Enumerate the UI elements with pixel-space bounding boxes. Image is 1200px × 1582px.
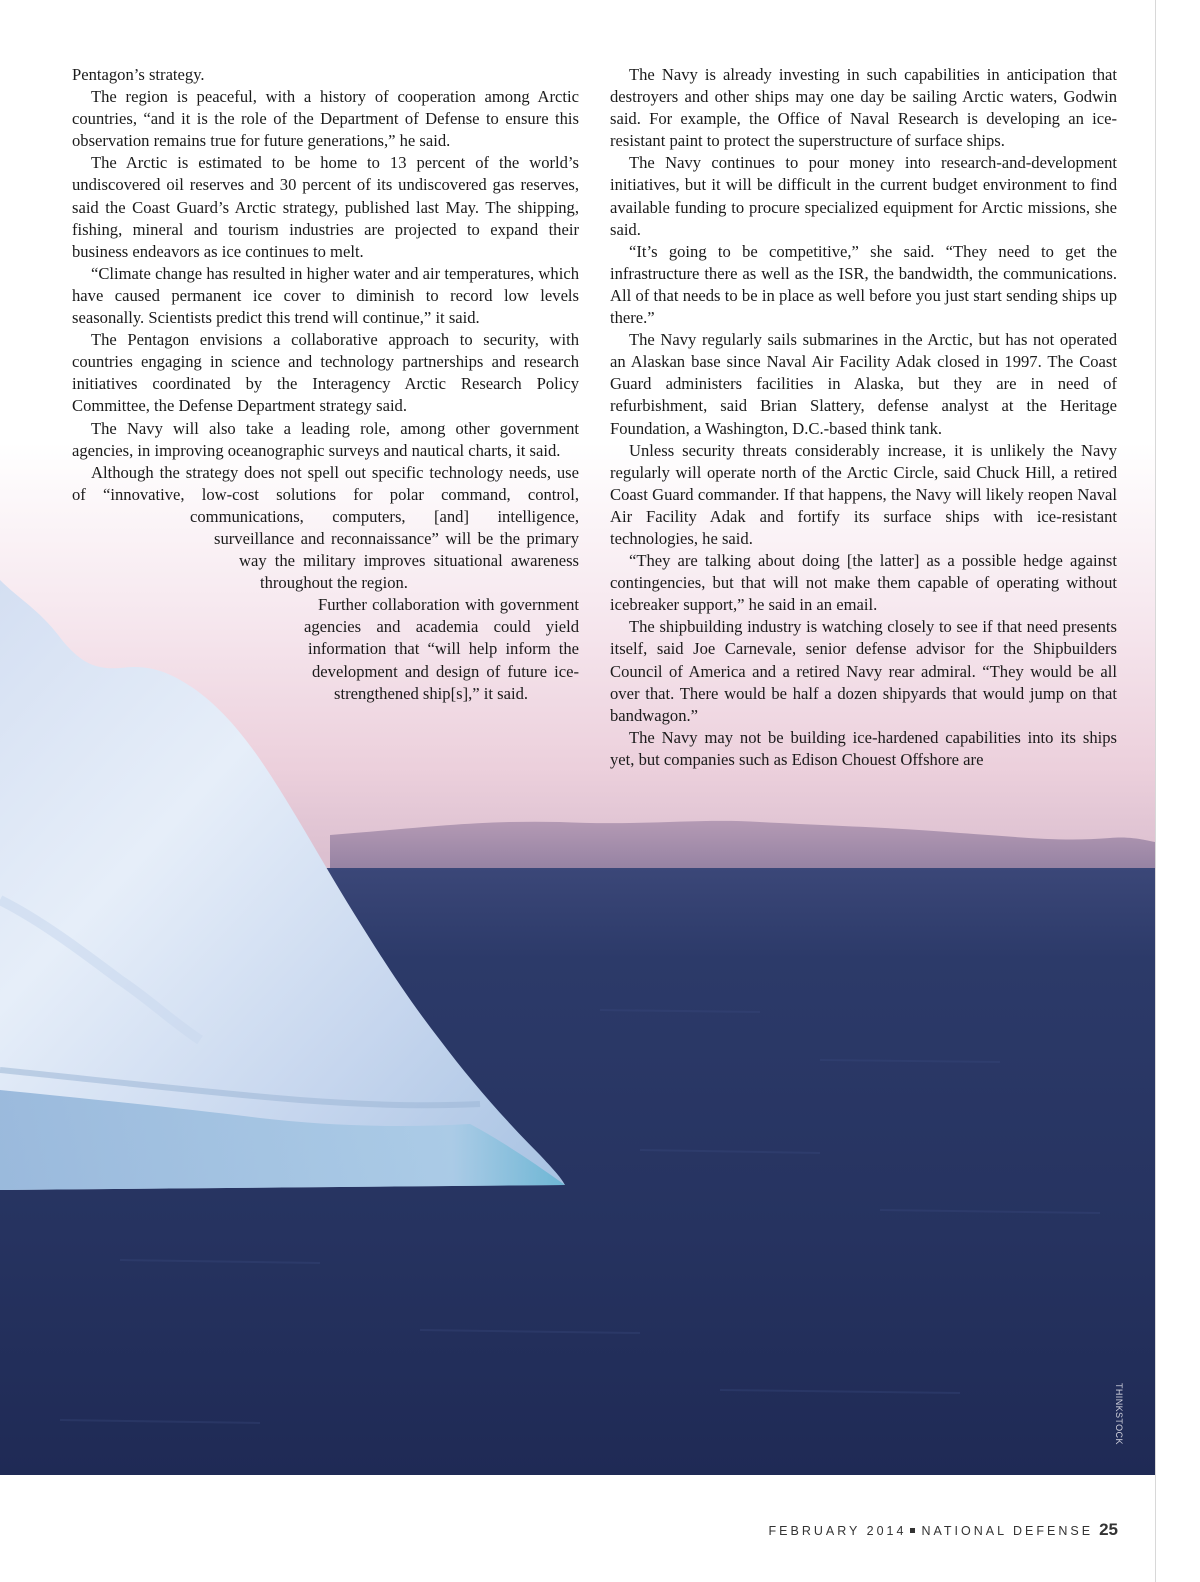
paragraph: “It’s going to be competitive,” she said. “They need to get the infrastructure there as well as the ISR, the bandwidth, the communications. All of that needs to be in place as well before you just start sending ships up there.” (610, 241, 1117, 328)
article-left-column (72, 64, 579, 727)
article-right-column (610, 64, 1117, 771)
paragraph: The Navy continues to pour money into research-and-development initiatives, but it will be difficult in the current budget environment to find available funding to procure specialized equipment for Arctic missions, she said. (610, 153, 1117, 239)
paragraph: The Navy is already investing in such capabilities in anticipation that destroyers and other ships may one day be sailing Arctic waters, Godwin said. For example, the Office of Naval Research is developing an ice-resistant paint to protect the superstructure of surface ships. (610, 65, 1117, 151)
photo-credit: THINKSTOCK (1114, 1383, 1124, 1445)
paragraph: The Pentagon envisions a collaborative approach to security, with countries engaging in science and technology partnerships and research initiatives coordinated by the Interagency Arctic Research Policy Committee, the Defense Department strategy said. (72, 330, 579, 416)
page-number: 25 (1099, 1520, 1118, 1539)
paragraph: “They are talking about doing [the latter] as a possible hedge against contingencies, but that will not make them capable of operating without icebreaker support,” he said in an email. (610, 551, 1117, 615)
paragraph: Although the strategy does not spell out specific technology needs, use of “innovative, low-cost solutions for polar command, control, communications, computers, [and] intelligence, surveillance and reconnaissance” will be the primary way the military improves situational awareness throughout the region. (72, 462, 579, 593)
page-footer (600, 1520, 1118, 1540)
paragraph: The Navy regularly sails submarines in the Arctic, but has not operated an Alaskan base since Naval Air Facility Adak closed in 1997. The Coast Guard administers facilities in Alaska, but they are in need of refurbishment, said Brian Slattery, defense analyst at the Heritage Foundation, a Washington, D.C.-based think tank. (610, 330, 1117, 438)
separator-bullet (910, 1528, 915, 1533)
page-edge-line (1155, 0, 1156, 1582)
paragraph: Pentagon’s strategy. (72, 65, 205, 84)
paragraph: The shipbuilding industry is watching closely to see if that need presents itself, said Joe Carnevale, senior defense advisor for the Shipbuilders Council of America and a retired Navy rear admiral. “They would be all over that. There would be half a dozen shipyards that would jump on that bandwagon.” (610, 617, 1117, 725)
paragraph: Unless security threats considerably increase, it is unlikely the Navy regularly will operate north of the Arctic Circle, said Chuck Hill, a retired Coast Guard commander. If that happens, the Navy will likely reopen Naval Air Facility Adak and fortify its surface ships with ice-resistant technologies, he said. (610, 440, 1117, 548)
paragraph: Further collaboration with government agencies and academia could yield information that “will help inform the development and design of future ice-strengthened ship[s],” it said. (304, 595, 579, 703)
paragraph: The Navy will also take a leading role, among other government agencies, in improving oceanographic surveys and nautical charts, it said. (72, 418, 579, 460)
paragraph: The Arctic is estimated to be home to 13 percent of the world’s undiscovered oil reserves and 30 percent of its undiscovered gas reserves, said the Coast Guard’s Arctic strategy, published last May. The shipping, fishing, mineral and tourism industries are projected to expand their business endeavors as ice continues to melt. (72, 153, 579, 261)
paragraph: The region is peaceful, with a history of cooperation among Arctic countries, “and it is the role of the Department of Defense to ensure this observation remains true for future generations,” he said. (72, 87, 579, 151)
paragraph: The Navy may not be building ice-hardened capabilities into its ships yet, but companies such as Edison Chouest Offshore are (610, 727, 1117, 769)
paragraph: “Climate change has resulted in higher water and air temperatures, which have caused permanent ice cover to diminish to record low levels seasonally. Scientists predict this trend will continue,” it said. (72, 263, 579, 328)
issue-date: FEBRUARY 2014 (768, 1524, 907, 1538)
publication-name: NATIONAL DEFENSE (921, 1524, 1094, 1538)
